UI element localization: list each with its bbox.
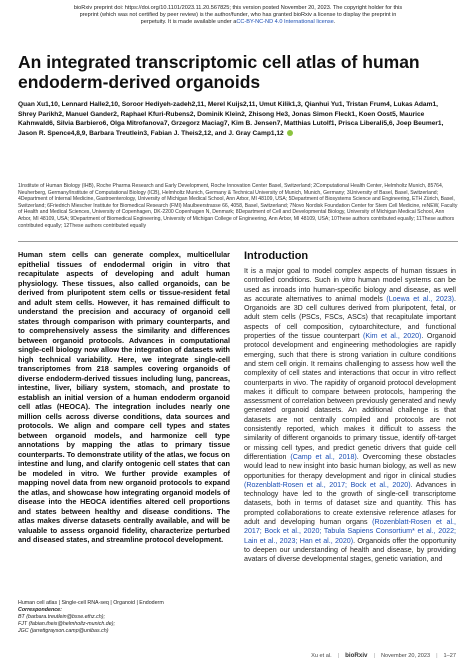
correspondence-label: Correspondence:: [18, 607, 62, 613]
footer-date: November 20, 2023: [380, 652, 431, 659]
preprint-notice-line3-prefix: perpetuity. It is made available under a: [140, 18, 237, 25]
footer-separator: |: [436, 652, 438, 659]
header-divider: [18, 241, 458, 242]
intro-text-1: It is a major goal to model complex aspects of human tissues in controlled conditions. Such in vitro human model systems can be used as inroads into human-specific biology and disease, as well as accurate alternatives to animal models: [244, 267, 456, 303]
preprint-notice-line2: preprint (which was not certified by peer review) is the author/funder, who has granted bioRxiv a license to display the preprint in: [79, 11, 397, 18]
intro-text-5: . Advances in technology have led to the growth of single-cell transcriptome datasets, both in terms of dataset size and quantity. This has prompted collaborations to create extensive reference atlases for adult and developing human organs: [244, 480, 456, 527]
correspondence-bt: BT (barbara.treutlein@bsse.ethz.ch);: [18, 614, 105, 620]
license-link[interactable]: CC-BY-NC-ND 4.0 International license: [236, 18, 334, 25]
citation-link[interactable]: (Loewa et al., 2023): [386, 294, 455, 303]
citation-link[interactable]: (Camp et al., 2018): [290, 452, 357, 461]
biorxiv-logo: bioRxiv: [345, 652, 368, 659]
page-footer: [311, 652, 456, 659]
preprint-notice-line3-suffix: .: [333, 18, 336, 25]
citation-link[interactable]: (Rozenblatt-Rosen et al., 2017; Bock et al., 2020; Tabula Sapiens Consortium* et al., 2022; Lain et al., 2023; Han et al., 2020): [244, 518, 456, 545]
introduction-text: [244, 267, 456, 565]
footer-authors: Xu et al.: [311, 652, 332, 659]
preprint-notice: [18, 5, 458, 25]
abstract: Human stem cells can generate complex, multicellular epithelial tissues of endodermal origin in vitro that recapitulate aspects of developing and adult human physiology. These tissues, also called organoids, can be derived from pluripotent stem cells or tissue-resident fetal and adult stem cells. However, it has remained difficult to understand the precision and accuracy of organoid cell states through comparison with primary counterparts, and to comprehensively assess the similarity and differences between organoid protocols. Advances in computational single-cell biology now allow the integration of datasets with high technical variability. Here, we integrate single-cell transcriptomes from 218 samples covering organoids of diverse endoderm-derived tissues including lung, pancreas, intestine, liver, biliary system, stomach, and prostate to establish an initial version of a human endoderm organoid cell atlas (HEOCA). The integration includes nearly one million cells across diverse conditions, data sources and protocols. We align and compare cell types and states between organoid models, and harmonize cell type annotations by mapping the atlas to primary tissue counterparts. To demonstrate utility of the atlas, we focus on intestine and lung, and clarify ontogenic cell states that can be modeled in vitro. We further provide examples of mapping novel data from new organoid protocols to expand the atlas, and showcase how integrating organoid models of disease into the HEOCA identifies altered cell proportions and states between healthy and disease conditions. The atlas makes diverse datasets centrally available, and will be valuable to assess organoid fidelity, characterize perturbed and diseased states, and streamline protocol development.: [18, 250, 230, 545]
correspondence-fjt: FJT (fabian.theis@helmholtz-munich.de);: [18, 621, 115, 627]
preprint-notice-line1: bioRxiv preprint doi: https://doi.org/10.1101/2023.11.20.567825; this version posted November 20, 2023. The copyright holder for this: [73, 5, 403, 11]
paper-title: An integrated transcriptomic cell atlas of human endoderm-derived organoids: [18, 52, 420, 92]
intro-text-3: . Organoid protocol development and engineering methodologies are rapidly emerging, such that there is strong variation in culture conditions and stem cell origin. It remains challenging to assess how well the complexity of cell states and interactions that occur in vitro reflect counterparts in vivo. The rapidity of organoid protocol development makes it difficult to compare between protocols, hampering the assessment of correlation between previously generated and newly generated organoid datasets. An additional challenge is that datasets are not centrally compiled and protocols are not consistently reported, which makes it difficult to assess the similarity of different organoids to primary tissue, identify off-target or missing cell types, and predict genetic drivers that guide cell differentiation: [244, 332, 457, 461]
introduction-heading: Introduction: [244, 250, 309, 262]
citation-link[interactable]: (Rozenblatt-Rosen et al., 2017; Bock et al., 2020): [244, 480, 411, 489]
author-list: [18, 100, 458, 138]
keywords: Human cell atlas | Single-cell RNA-seq | Organoid | Endoderm: [18, 600, 164, 606]
affiliations: 1Institute of Human Biology (IHB), Roche Pharma Research and Early Development, Roche Innovation Center Basel, Switzerland; 2Computational Health Center, Helmholtz Munich, 85764, Neuherberg, Germany/Institute of Computational Biology (ICB), Helmholtz Munich, Germany & Technical University of Munich, Munich, Germany; 3University of Basel, Basel, Switzerland; 4Department of Internal Medicine, Gastroenterology, University of Michigan Medical School, Ann Arbor, MI 48109, USA; 5Department of Biosystems Science and Engineering, ETH Zürich, Basel, Switzerland; 6Friedrich Miescher Institute for Biomedical Research (FMI) Maulbeerstrasse 66, 4058, Basel, Switzerland; 7Novo Nordisk Foundation Center for Stem Cell Medicine, reNEW, Faculty of Health and Medical Sciences, University of Copenhagen, DK-2200 Copenhagen N, Denmark; 8Department of Cell and Developmental Biology, University of Michigan Medical School, Ann Arbor, MI 48109, USA; 9Department of Biomedical Engineering, University of Michigan College of Engineering, Ann Arbor, MI 48109, USA; 10These authors contributed equally; 11These authors contributed equally; 12These authors contributed equally: [18, 183, 458, 229]
preprint-notice-line3: [18, 19, 458, 26]
intro-text-2: . Organoids are 3D cell cultures derived from pluripotent, fetal, or adult stem cells (PSCs, FSCs, ASCs) that recapitulate important aspects of cell composition, cytoarchitecture, and functional properties of the tissue counterpart: [244, 294, 457, 341]
correspondence-jgc: JGC (jarrettgrayson.camp@unibas.ch): [18, 628, 109, 634]
page-number: 1–27: [443, 652, 456, 659]
footer-separator: |: [373, 652, 375, 659]
intro-text-6: . Organoids offer the opportunity to deepen our understanding of health and disease, by providing avatars of diverse developmental stages, genetic variation, and: [244, 536, 457, 564]
keywords-block: [18, 600, 230, 635]
footer-separator: |: [337, 652, 340, 659]
orcid-icon[interactable]: [287, 130, 293, 136]
author-names: Quan Xu1,10, Lennard Halle2,10, Soroor Hediyeh-zadeh2,11, Merel Kuijs2,11, Umut Kilik1,3, Qianhui Yu1, Tristan Frum4, Lukas Adam1, Shrey Parikh2, Manuel Gander2, Raphael Kfuri-Rubens2, Dominik Klein2, Zhisong He3, Jonas Simon Fleck1, Koen Oost5, Maurice Kahnwald6, Silvia Barbiero6, Olga Mitrofanova7, Grzegorz Maciag7, Kim B. Jensen7, Matthias Lutolf1, Prisca Liberali5,6, Joep Beumer1, Jason R. Spence4,8,9, Barbara Treutlein3, Fabian J. Theis2,12, and J. Gray Camp1,12: [18, 101, 444, 137]
intro-text-4: . Overcoming these obstacles would lead to new insight into basic human biology, as well as new opportunities for therapy development and rigor in clinical studies: [244, 452, 456, 480]
citation-link[interactable]: (Kim et al., 2020): [362, 332, 422, 341]
